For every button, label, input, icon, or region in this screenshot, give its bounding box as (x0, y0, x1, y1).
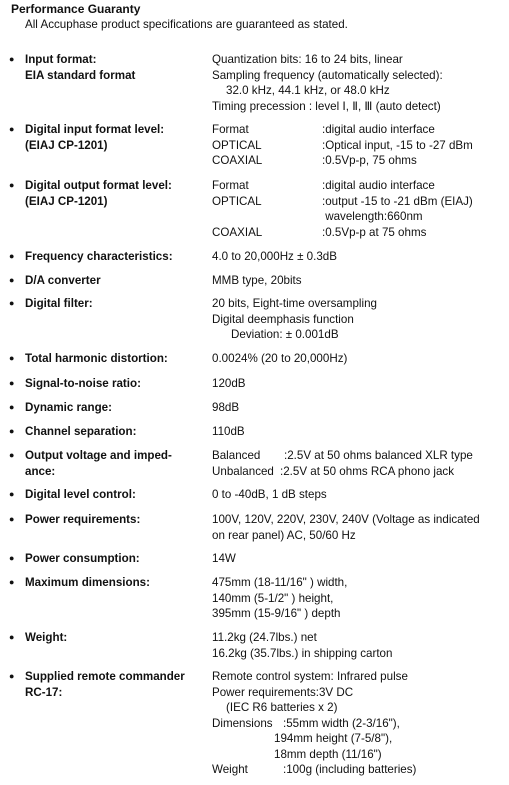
value-line: Deviation: ± 0.001dB (231, 328, 339, 341)
bullet-icon: ● (9, 353, 15, 363)
spec-value: 110dB (212, 425, 245, 438)
spec-value (212, 575, 507, 622)
bullet-icon: ● (9, 450, 15, 460)
label-line: Input format: (25, 53, 97, 66)
spec-value (212, 178, 507, 240)
value-row: COAXIAL :0.5Vp-p at 75 ohms (212, 225, 427, 239)
value-line: 100V, 120V, 220V, 230V, 240V (Voltage as indicated (212, 513, 480, 526)
value-line: 16.2kg (35.7lbs.) in shipping carton (212, 646, 393, 660)
bullet-icon: ● (9, 298, 15, 308)
label-line: ance: (25, 464, 56, 478)
spec-label: Power requirements: (25, 513, 141, 526)
value-line: Quantization bits: 16 to 24 bits, linear (212, 53, 403, 66)
spec-value: 0.0024% (20 to 20,000Hz) (212, 352, 348, 365)
value-row: Dimensions :55mm width (2-3/16"), (212, 716, 400, 730)
spec-value (212, 122, 507, 169)
value-line: 11.2kg (24.7lbs.) net (212, 631, 317, 644)
spec-value (212, 448, 507, 479)
spec-label: Digital level control: (25, 488, 136, 501)
value-line: 20 bits, Eight-time oversampling (212, 297, 377, 310)
bullet-icon: ● (9, 426, 15, 436)
spec-value: MMB type, 20bits (212, 274, 302, 287)
bullet-icon: ● (9, 577, 15, 587)
spec-label: Signal-to-noise ratio: (25, 377, 141, 390)
bullet-icon: ● (9, 275, 15, 285)
spec-value: 4.0 to 20,000Hz ± 0.3dB (212, 250, 337, 263)
spec-value (212, 52, 507, 114)
bullet-icon: ● (9, 54, 15, 64)
spec-label: Maximum dimensions: (25, 576, 150, 589)
spec-label: Dynamic range: (25, 401, 112, 414)
bullet-icon: ● (9, 671, 15, 681)
label-line: Digital output format level: (25, 179, 172, 192)
value-row: COAXIAL :0.5Vp-p, 75 ohms (212, 154, 417, 167)
label-line: (EIAJ CP-1201) (25, 138, 108, 152)
bullet-icon: ● (9, 180, 15, 190)
bullet-icon: ● (9, 514, 15, 524)
spec-label: Weight: (25, 631, 68, 644)
label-line: RC-17: (25, 685, 63, 699)
value-line: 140mm (5-1/2" ) height, (212, 591, 334, 605)
bullet-icon: ● (9, 124, 15, 134)
spec-value: 14W (212, 552, 236, 565)
spec-label: Frequency characteristics: (25, 250, 173, 263)
value-row: Unbalanced :2.5V at 50 ohms RCA phono jack (212, 464, 455, 478)
bullet-icon: ● (9, 378, 15, 388)
value-line: on rear panel) AC, 50/60 Hz (212, 528, 356, 542)
page-title: Performance Guaranty (11, 2, 141, 16)
spec-label: Channel separation: (25, 425, 137, 438)
value-line: 475mm (18-11/16" ) width, (212, 576, 348, 589)
label-line: (EIAJ CP-1201) (25, 194, 108, 208)
value-row: Format :digital audio interface (212, 123, 435, 136)
spec-label: Power consumption: (25, 552, 140, 565)
value-line: 18mm depth (11/16") (274, 747, 382, 761)
spec-value (212, 296, 507, 343)
value-line: Sampling frequency (automatically selected): (212, 68, 443, 82)
spec-label (25, 52, 210, 83)
intro-text: All Accuphase product specifications are guaranteed as stated. (25, 18, 348, 31)
spec-label: D/A converter (25, 274, 101, 287)
value-line: Timing precession : level Ⅰ, Ⅱ, Ⅲ (auto detect) (212, 99, 441, 113)
label-line: EIA standard format (25, 68, 136, 82)
value-row: Weight :100g (including batteries) (212, 763, 417, 776)
spec-value (212, 669, 507, 778)
spec-value: 98dB (212, 401, 240, 414)
spec-value: 120dB (212, 377, 246, 390)
value-line: 194mm height (7-5/8"), (274, 732, 393, 745)
spec-label: Digital filter: (25, 297, 93, 310)
bullet-icon: ● (9, 251, 15, 261)
spec-label (25, 178, 210, 209)
spec-label: Total harmonic distortion: (25, 352, 168, 365)
value-line: 395mm (15-9/16" ) depth (212, 607, 341, 620)
spec-label (25, 669, 210, 700)
bullet-icon: ● (9, 402, 15, 412)
spec-value: 0 to -40dB, 1 dB steps (212, 488, 327, 501)
spec-label (25, 122, 210, 153)
value-line: Power requirements:3V DC (212, 685, 354, 699)
bullet-icon: ● (9, 632, 15, 642)
value-line: 32.0 kHz, 44.1 kHz, or 48.0 kHz (226, 84, 390, 97)
value-line: Digital deemphasis function (212, 312, 354, 326)
value-row: OPTICAL :output -15 to -21 dBm (EIAJ) (212, 194, 473, 208)
value-row: wavelength:660nm (322, 210, 423, 223)
spec-value (212, 630, 507, 661)
bullet-icon: ● (9, 489, 15, 499)
value-line: (IEC R6 batteries x 2) (226, 701, 338, 714)
label-line: Digital input format level: (25, 123, 165, 136)
spec-label (25, 448, 210, 479)
spec-value (212, 512, 507, 543)
label-line: Output voltage and imped- (25, 449, 172, 462)
label-line: Supplied remote commander (25, 670, 185, 683)
value-row: Balanced :2.5V at 50 ohms balanced XLR type (212, 449, 473, 462)
value-line: Remote control system: Infrared pulse (212, 670, 408, 683)
value-row: OPTICAL :Optical input, -15 to -27 dBm (212, 138, 473, 152)
bullet-icon: ● (9, 553, 15, 563)
value-row: Format :digital audio interface (212, 179, 435, 192)
